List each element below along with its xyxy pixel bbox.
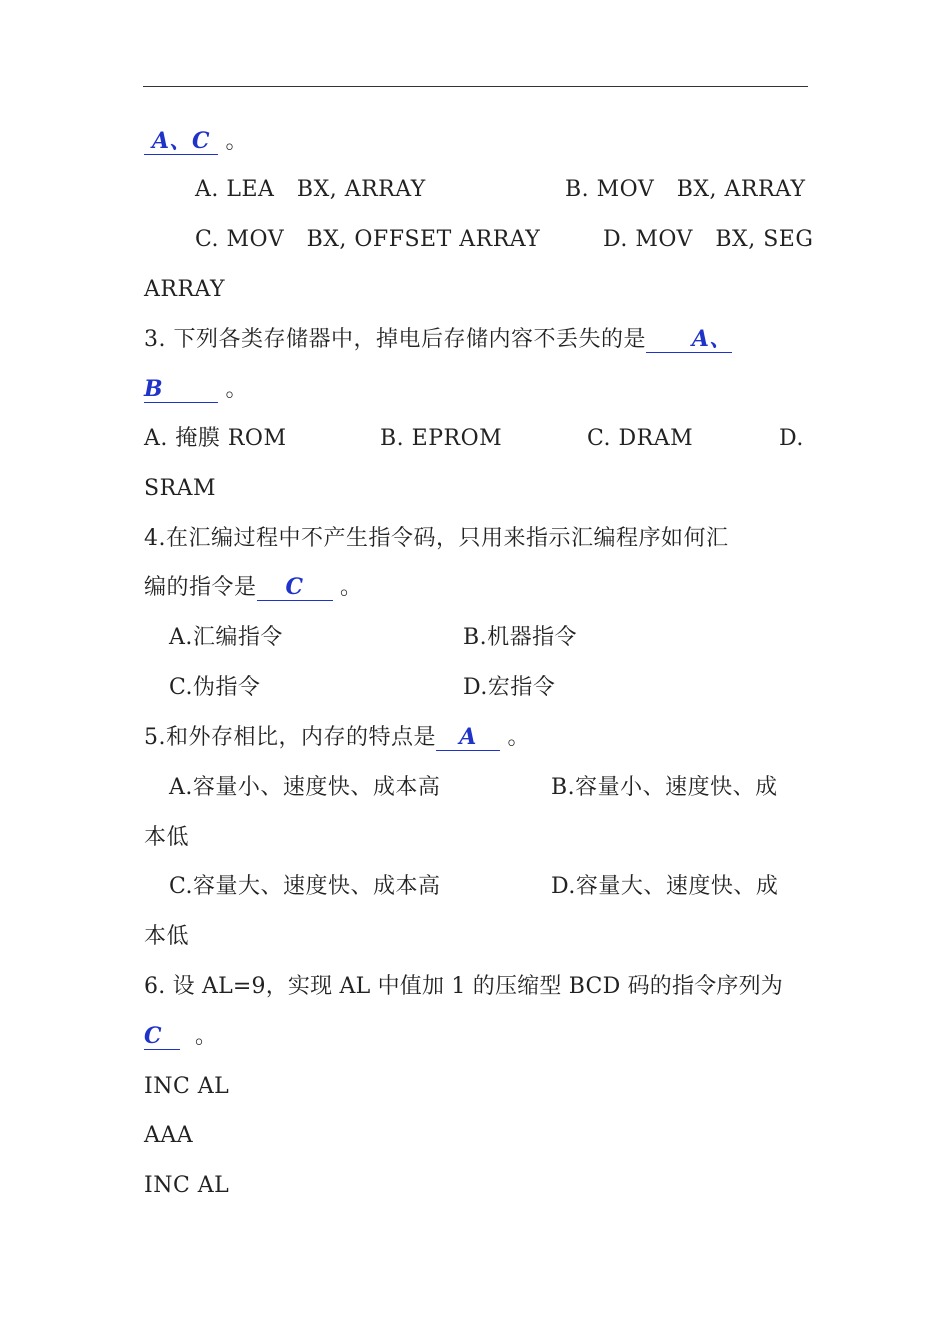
q3-option-b: B. EPROM [380, 426, 503, 451]
q3-answer-line [144, 370, 248, 410]
q5-option-b-cont: 本低 [144, 825, 190, 850]
q5-stem-line [144, 718, 530, 758]
q3-tail: 。 [225, 377, 249, 402]
q4-stem-line2 [144, 568, 363, 608]
q5-tail: 。 [507, 725, 531, 750]
q3-option-c: C. DRAM [587, 426, 694, 451]
q6-stem: 6. 设 AL=9，实现 AL 中值加 1 的压缩型 BCD 码的指令序列为 [144, 974, 784, 999]
q5-answer: A [436, 724, 500, 751]
q5-option-a: A.容量小、速度快、成本高 [169, 775, 441, 800]
q6-code-line-3: INC AL [144, 1173, 230, 1198]
q2-answer: A、C [144, 128, 218, 155]
q6-answer-line [144, 1017, 218, 1057]
q4-answer: C [257, 574, 333, 601]
q4-stem: 编的指令是 [144, 575, 257, 600]
q3-option-d-cont: SRAM [144, 476, 217, 501]
q5-option-d: D.容量大、速度快、成 [551, 874, 779, 899]
q4-stem-line1: 4.在汇编过程中不产生指令码，只用来指示汇编程序如何汇 [144, 526, 729, 551]
q5-stem: 5.和外存相比，内存的特点是 [144, 725, 436, 750]
q3-option-d: D. [779, 426, 804, 451]
q6-answer: C [144, 1023, 180, 1050]
q3-option-a: A. 掩膜 ROM [144, 426, 287, 451]
q4-tail: 。 [340, 575, 363, 600]
q4-option-c: C.伪指令 [169, 675, 261, 700]
q2-tail: 。 [225, 129, 249, 154]
q6-code-line-2: AAA [144, 1123, 194, 1148]
q5-option-b: B.容量小、速度快、成 [551, 775, 778, 800]
q3-answer-part2: B [144, 376, 218, 403]
q6-code-line-1: INC AL [144, 1074, 230, 1099]
header-rule [143, 86, 808, 87]
q3-answer-part1: A、 [646, 326, 732, 353]
q2-option-a: A. LEA BX, ARRAY [195, 177, 426, 202]
q2-option-b: B. MOV BX, ARRAY [565, 177, 806, 202]
q3-stem: 3. 下列各类存储器中，掉电后存储内容不丢失的是 [144, 327, 646, 352]
q6-tail: 。 [195, 1024, 218, 1049]
q5-option-c: C.容量大、速度快、成本高 [169, 874, 441, 899]
q5-option-d-cont: 本低 [144, 924, 190, 949]
q2-option-d-cont: ARRAY [144, 277, 226, 302]
q2-option-d: D. MOV BX, SEG [603, 227, 814, 252]
q3-stem-line [144, 320, 732, 360]
q4-option-b: B.机器指令 [463, 625, 578, 650]
q4-option-d: D.宏指令 [463, 675, 556, 700]
q2-option-c: C. MOV BX, OFFSET ARRAY [195, 227, 541, 252]
q4-option-a: A.汇编指令 [169, 625, 283, 650]
q2-answer-line [144, 122, 248, 162]
